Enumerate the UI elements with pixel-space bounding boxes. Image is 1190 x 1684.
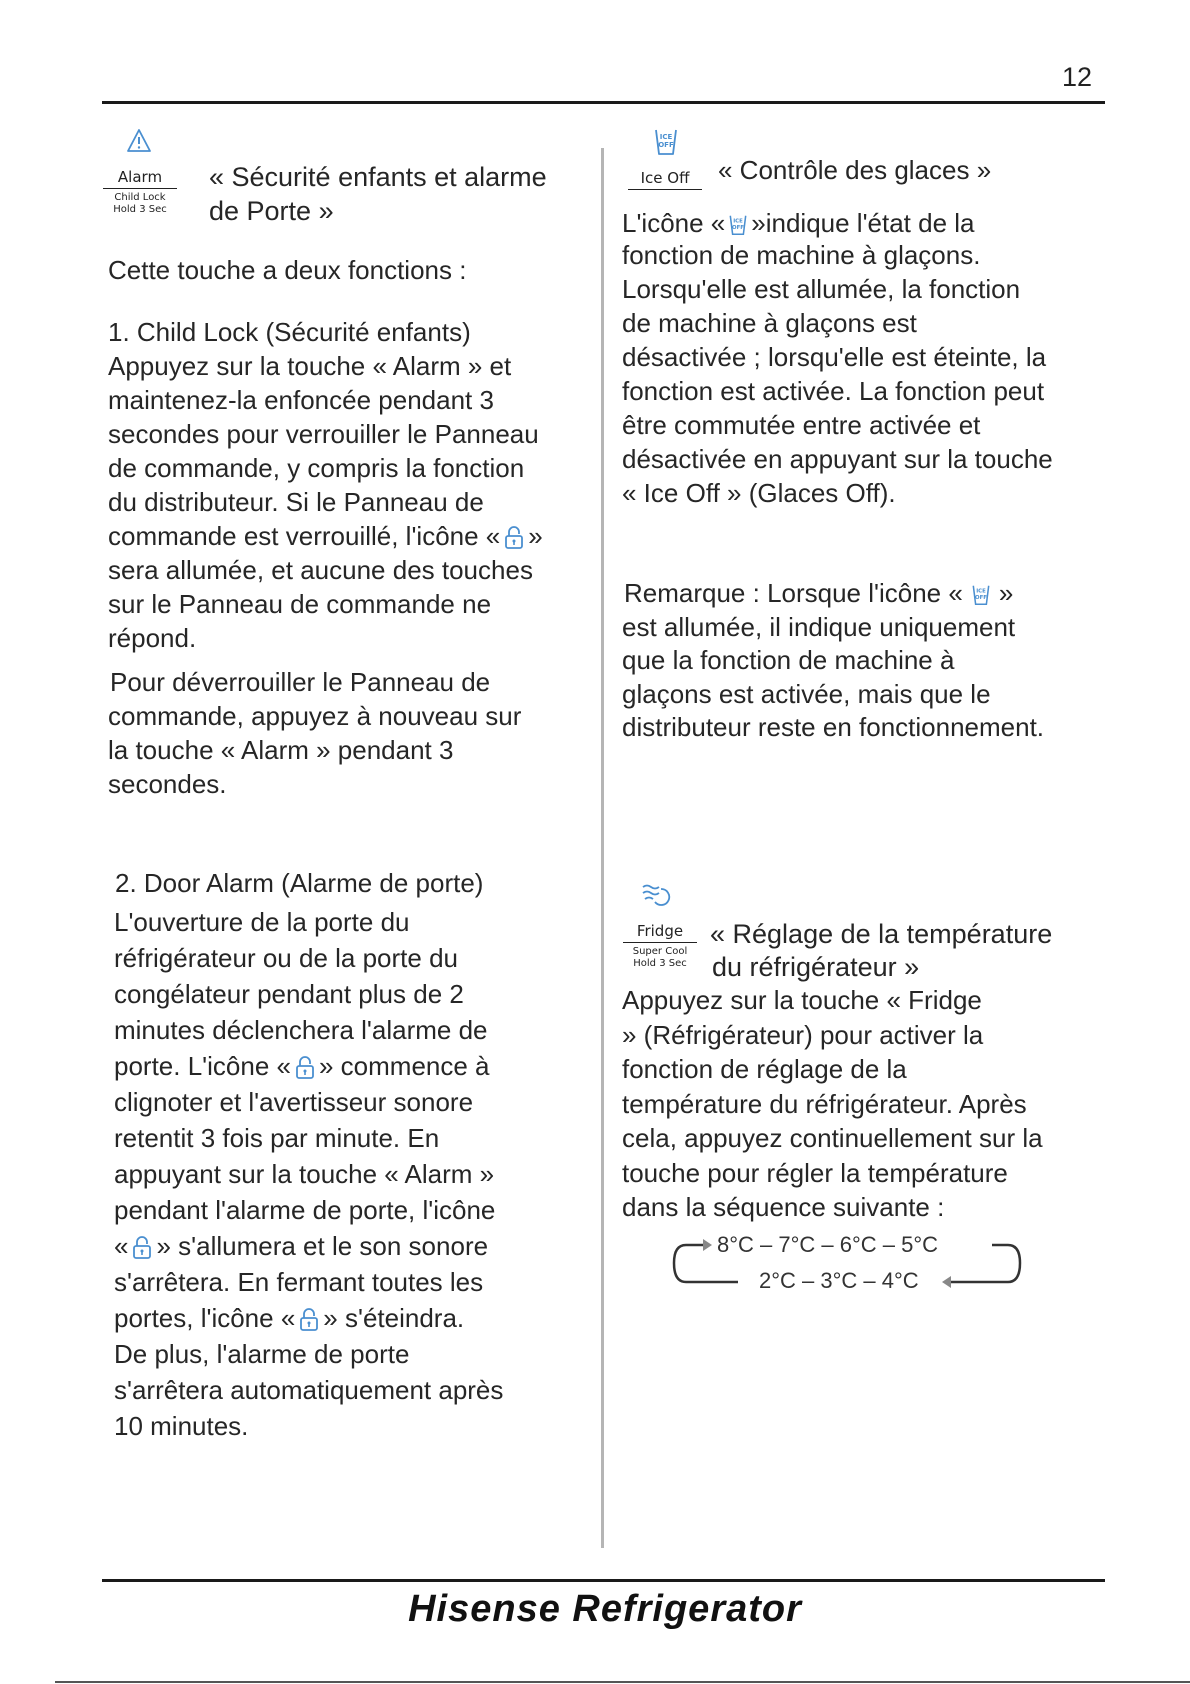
door-alarm-line-15: s'arrêtera automatiquement après [114, 1375, 504, 1405]
door-alarm-icon3-before: portes, l'icône « [114, 1303, 296, 1333]
child-lock-icon-text-after: » [528, 521, 543, 551]
page-number: 12 [1062, 62, 1093, 92]
svg-text:OFF: OFF [974, 594, 987, 601]
alarm-heading-line-2: de Porte » [209, 196, 334, 226]
door-alarm-line-6 [114, 1049, 490, 1087]
unlock-line-4: secondes. [108, 769, 227, 799]
warning-icon [126, 128, 152, 154]
fridge-line-3: fonction de réglage de la [622, 1054, 907, 1084]
fridge-button [622, 922, 698, 970]
alarm-button-sub2: Hold 3 Sec [113, 204, 167, 215]
svg-text:ICE: ICE [733, 218, 744, 225]
fridge-line-4: température du réfrigérateur. Après [622, 1089, 1027, 1119]
door-alarm-line-9: appuyant sur la touche « Alarm » [114, 1159, 495, 1189]
door-alarm-line-5: minutes déclenchera l'alarme de [114, 1015, 488, 1045]
ice-line-2: fonction de machine à glaçons. [622, 240, 981, 270]
child-lock-line-7 [108, 519, 543, 557]
unlock-line-1: Pour déverrouiller le Panneau de [110, 667, 491, 697]
door-alarm-line-13 [114, 1301, 464, 1339]
door-alarm-icon1-before: porte. L'icône « [114, 1051, 291, 1081]
door-alarm-line-4: congélateur pendant plus de 2 [114, 979, 464, 1009]
fridge-line-5: cela, appuyez continuellement sur la [622, 1123, 1043, 1153]
door-alarm-line-8: retentit 3 fois par minute. En [114, 1123, 440, 1153]
ice-line-7: être commutée entre activée et [622, 410, 981, 440]
note-line-4: glaçons est activée, mais que le [622, 679, 991, 709]
door-alarm-line-1: 2. Door Alarm (Alarme de porte) [115, 868, 484, 898]
ice-off-icon [653, 128, 679, 156]
ice-line-1-after: »indique l'état de la [751, 208, 975, 238]
door-alarm-line-12: s'arrêtera. En fermant toutes les [114, 1267, 484, 1297]
unlock-line-3: la touche « Alarm » pendant 3 [108, 735, 454, 765]
lock-icon [131, 1233, 153, 1267]
fridge-button-label: Fridge [636, 922, 684, 940]
door-alarm-icon2-after: » s'allumera et le son sonore [156, 1231, 489, 1261]
child-lock-line-5: de commande, y compris la fonction [108, 453, 525, 483]
door-alarm-line-2: L'ouverture de la porte du [114, 907, 410, 937]
note-before: Remarque : Lorsque l'icône « [624, 578, 963, 608]
fridge-heading-line-1: « Réglage de la température [710, 919, 1053, 949]
lock-icon [294, 1053, 316, 1087]
alarm-heading-line-1: « Sécurité enfants et alarme [209, 162, 547, 192]
ice-off-button-label: Ice Off [640, 169, 690, 187]
ice-line-1-before: L'icône « [622, 208, 726, 238]
fridge-line-2: » (Réfrigérateur) pour activer la [622, 1020, 984, 1050]
svg-text:ICE: ICE [976, 588, 986, 595]
child-lock-line-8: sera allumée, et aucune des touches [108, 555, 533, 585]
lock-icon [298, 1305, 320, 1339]
fridge-line-1: Appuyez sur la touche « Fridge [622, 985, 982, 1015]
ice-heading: « Contrôle des glaces » [718, 155, 992, 185]
child-lock-line-2: Appuyez sur la touche « Alarm » et [108, 351, 512, 381]
ice-off-icon [971, 580, 991, 614]
door-alarm-icon1-after: » commence à [318, 1051, 490, 1081]
temperature-sequence-bottom: 2°C – 3°C – 4°C [759, 1268, 919, 1293]
brand-title: Hisense Refrigerator [408, 1588, 802, 1630]
door-alarm-icon2-before: « [114, 1231, 129, 1261]
alarm-intro: Cette touche a deux fonctions : [108, 255, 467, 285]
ice-line-5: désactivée ; lorsqu'elle est éteinte, la [622, 342, 1047, 372]
alarm-button-sub1: Child Lock [114, 192, 166, 203]
fridge-line-7: dans la séquence suivante : [622, 1192, 945, 1222]
fridge-heading-line-2: du réfrigérateur » [712, 952, 920, 982]
note-after: » [998, 578, 1014, 608]
door-alarm-line-14: De plus, l'alarme de porte [114, 1339, 410, 1369]
door-alarm-line-11 [114, 1229, 488, 1267]
note-line-5: distributeur reste en fonctionnement. [622, 712, 1045, 742]
bottom-rule [55, 1681, 1190, 1683]
fridge-button-sub1: Super Cool [632, 946, 688, 957]
ice-line-4: de machine à glaçons est [622, 308, 917, 338]
header-rule [102, 101, 1105, 104]
door-alarm-line-16: 10 minutes. [114, 1411, 249, 1441]
super-cool-icon [641, 880, 673, 908]
child-lock-line-6: du distributeur. Si le Panneau de [108, 487, 484, 517]
ice-line-8: désactivée en appuyant sur la touche [622, 444, 1053, 474]
note-line-3: que la fonction de machine à [622, 645, 955, 675]
alarm-button [102, 168, 178, 216]
svg-text:OFF: OFF [732, 224, 745, 231]
unlock-line-2: commande, appuyez à nouveau sur [108, 701, 522, 731]
ice-line-6: fonction est activée. La fonction peut [622, 376, 1045, 406]
footer-rule [102, 1579, 1105, 1582]
svg-text:OFF: OFF [658, 141, 674, 149]
ice-line-3: Lorsqu'elle est allumée, la fonction [622, 274, 1021, 304]
door-alarm-line-7: clignoter et l'avertisseur sonore [114, 1087, 474, 1117]
door-alarm-line-3: réfrigérateur ou de la porte du [114, 943, 458, 973]
ice-line-9: « Ice Off » (Glaces Off). [622, 478, 896, 508]
fridge-button-sub2: Hold 3 Sec [633, 958, 687, 969]
child-lock-icon-text-before: commande est verrouillé, l'icône « [108, 521, 501, 551]
ice-off-button [627, 169, 703, 193]
column-divider [601, 148, 604, 1548]
fridge-line-6: touche pour régler la température [622, 1158, 1008, 1188]
alarm-button-label: Alarm [117, 168, 163, 186]
child-lock-line-3: maintenez-la enfoncée pendant 3 [108, 385, 494, 415]
note-line-2: est allumée, il indique uniquement [622, 612, 1016, 642]
door-alarm-line-10: pendant l'alarme de porte, l'icône [114, 1195, 496, 1225]
svg-text:ICE: ICE [659, 133, 673, 141]
note-line-1 [624, 576, 1013, 614]
lock-icon [503, 523, 525, 557]
child-lock-line-1: 1. Child Lock (Sécurité enfants) [108, 317, 471, 347]
child-lock-line-4: secondes pour verrouiller le Panneau [108, 419, 539, 449]
child-lock-line-10: répond. [108, 623, 197, 653]
temperature-sequence-top: 8°C – 7°C – 6°C – 5°C [717, 1232, 939, 1257]
child-lock-line-9: sur le Panneau de commande ne [108, 589, 492, 619]
door-alarm-icon3-after: » s'éteindra. [323, 1303, 465, 1333]
